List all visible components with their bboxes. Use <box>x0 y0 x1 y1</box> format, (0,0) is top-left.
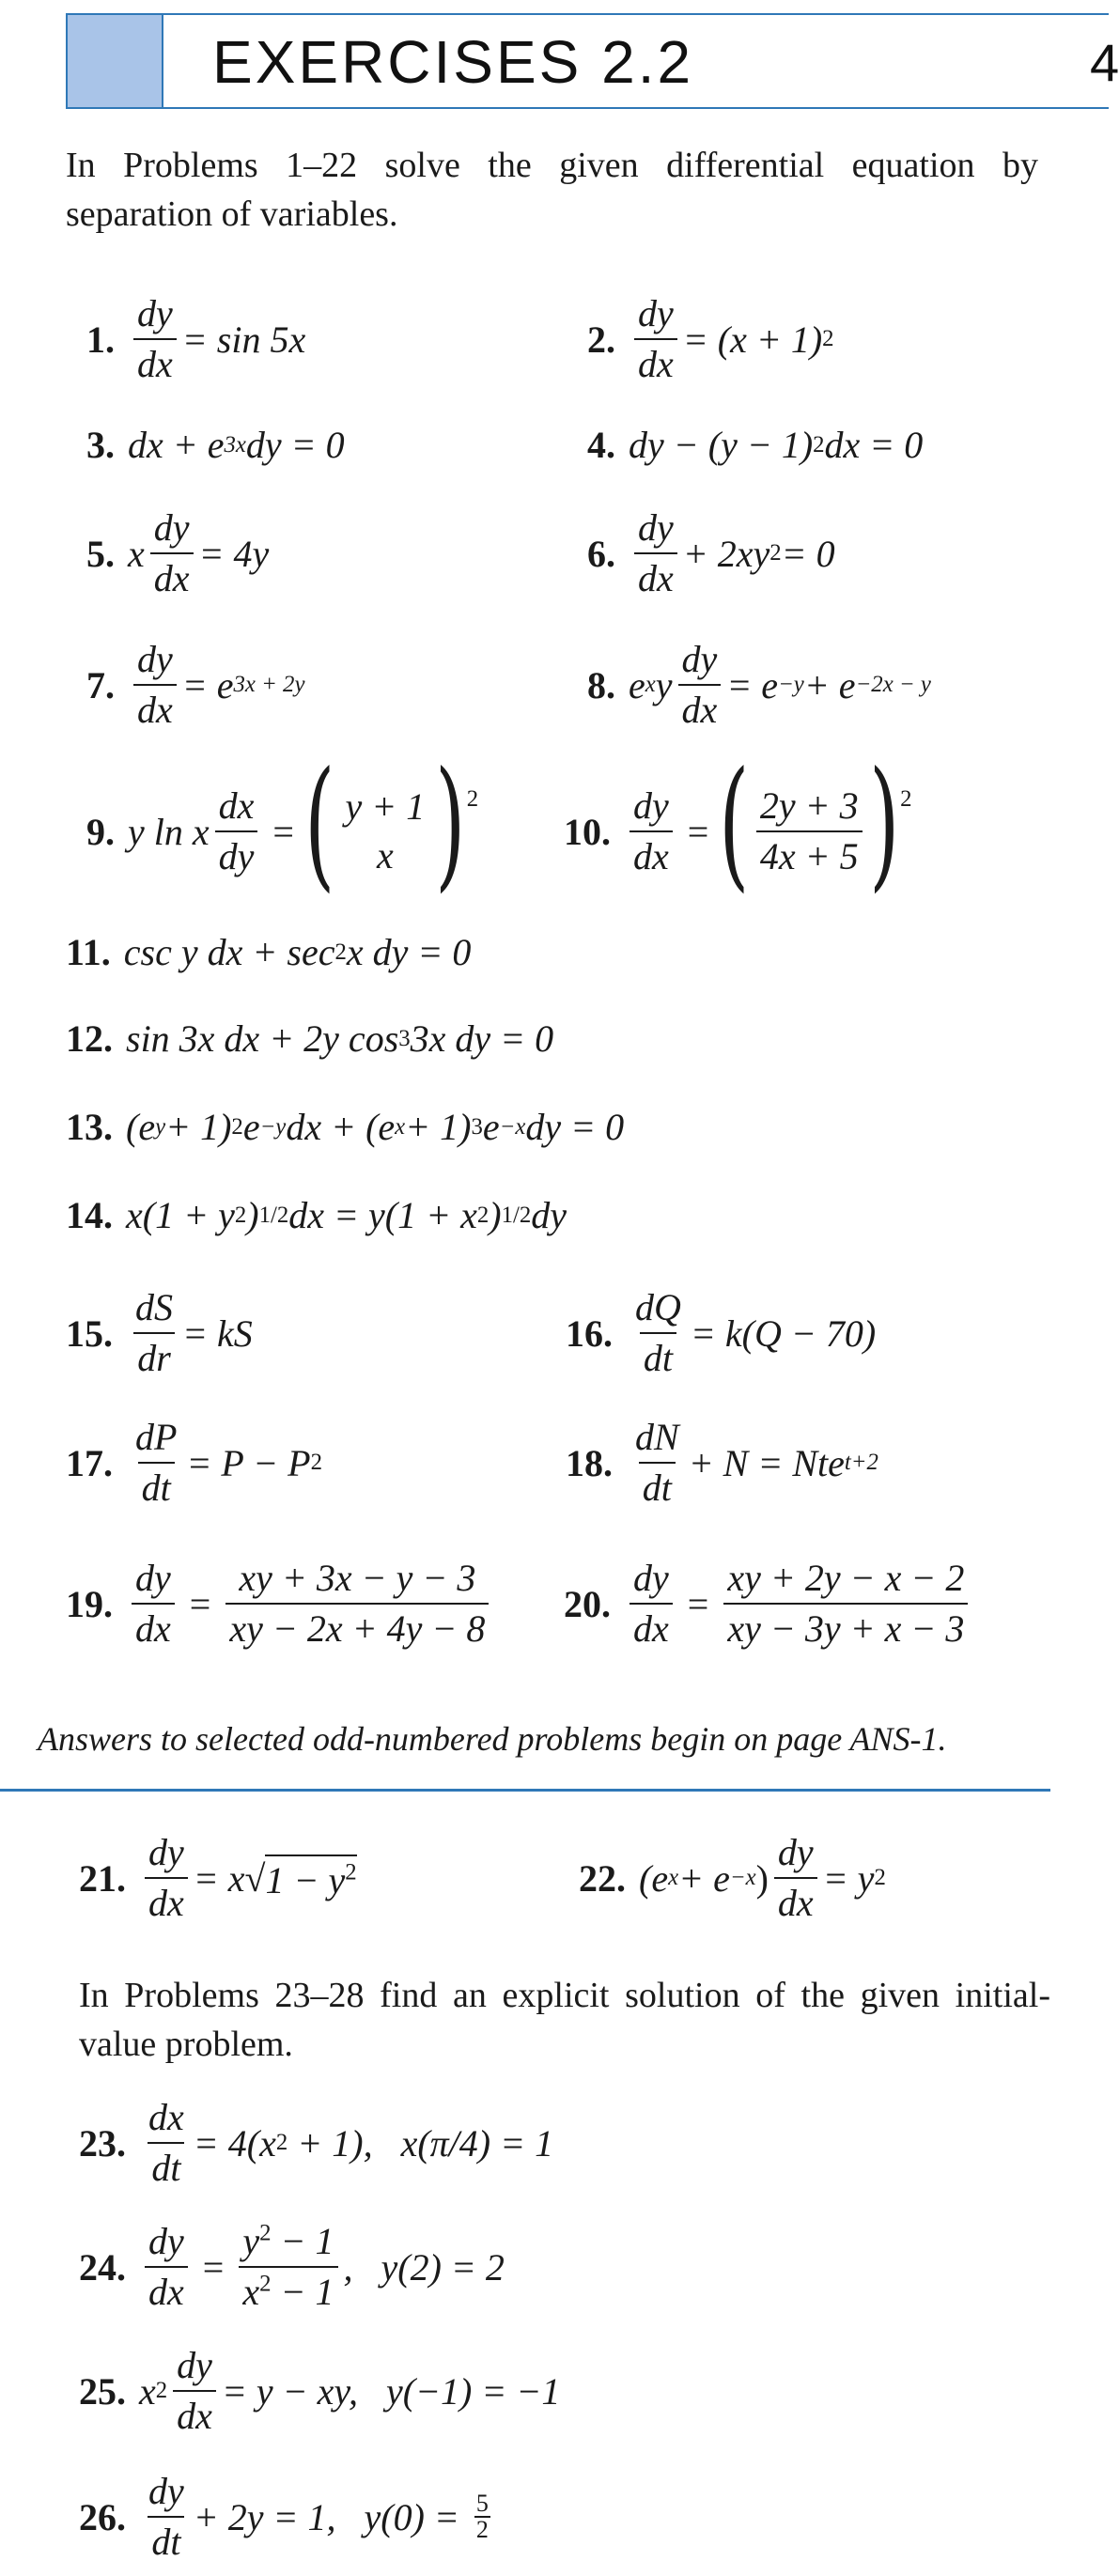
initial-condition: , y(2) = 2 <box>343 2245 505 2289</box>
fraction <box>145 2097 188 2189</box>
numerator: dy <box>638 292 674 334</box>
rhs: dy = 0 <box>245 424 345 466</box>
intro-text-1: In Problems 1–22 solve the given differential equation by separation of variables. <box>66 146 1038 234</box>
problem-number: 20. <box>564 1582 611 1625</box>
denominator: dr <box>133 1332 175 1379</box>
numerator <box>239 2221 337 2266</box>
num-var: y <box>242 2220 260 2262</box>
equals: = <box>189 1582 211 1625</box>
rhs: x dy = 0 <box>346 931 472 973</box>
fraction <box>133 639 177 731</box>
problem-number: 22. <box>579 1856 626 1900</box>
term: + 1) <box>165 1106 232 1148</box>
numerator: dS <box>135 1286 173 1328</box>
problem-6: 6. $\frac{dy}{dx}$ + 2xy 2 = 0 <box>587 506 835 599</box>
denominator: xy − 3y + x − 3 <box>723 1603 968 1650</box>
exponent: 2 <box>345 1859 357 1885</box>
numerator: dP <box>135 1416 178 1458</box>
den-var: x <box>242 2271 260 2313</box>
term: dy <box>531 1194 567 1236</box>
term: + 1) <box>405 1106 472 1148</box>
problem-number: 1. <box>86 318 115 361</box>
denominator: dx <box>678 684 722 731</box>
numerator: dy <box>633 1557 669 1599</box>
numerator: 2y + 3 <box>759 784 859 827</box>
problem-number: 6. <box>587 532 615 575</box>
term: (e <box>126 1106 156 1148</box>
radicand-text: 1 − y <box>265 1858 346 1901</box>
numerator: dy <box>777 1831 814 1873</box>
denominator: dx <box>634 552 677 599</box>
problem-number: 12. <box>66 1017 113 1060</box>
rhs: 3x dy = 0 <box>410 1017 554 1060</box>
rhs: = (x + 1) <box>682 318 823 361</box>
problem-number: 26. <box>79 2495 126 2538</box>
problem-number: 8. <box>587 663 615 706</box>
numerator: dy <box>633 784 669 827</box>
rhs: = y <box>822 1856 875 1900</box>
fraction <box>215 785 258 877</box>
equals: = <box>687 1582 709 1625</box>
denominator: dt <box>148 2142 184 2189</box>
problem-number: 25. <box>79 2369 126 2413</box>
fraction <box>150 507 194 599</box>
problem-number: 9. <box>86 810 115 853</box>
header-rule-bottom <box>163 107 1109 109</box>
problem-14: 14. x(1 + y 2 ) 1/2 dx = y(1 + x 2 ) 1/2 dy <box>66 1194 567 1236</box>
fraction <box>225 1558 489 1650</box>
exponent: 2 <box>259 2271 272 2297</box>
denominator: dx <box>145 1877 188 1924</box>
numerator: dy <box>148 2470 184 2512</box>
rhs: = 4y <box>198 532 270 575</box>
fraction <box>145 2471 188 2563</box>
numerator: dy <box>638 506 674 549</box>
numerator: dy <box>681 638 718 680</box>
fraction <box>132 1558 175 1650</box>
exponent: 2 <box>259 2220 272 2246</box>
fraction <box>132 1417 180 1509</box>
fraction <box>629 1558 673 1650</box>
problem-18: 18. $\frac{dN}{dt}$ + N = Nte t+2 <box>566 1416 878 1509</box>
problem-5 <box>86 507 269 599</box>
denominator: dx <box>629 1603 673 1650</box>
denominator: xy − 2x + 4y − 8 <box>225 1603 489 1650</box>
problem-17: 17. $\frac{dP}{dt}$ = P − P 2 <box>66 1416 322 1509</box>
term: + e <box>678 1856 730 1900</box>
problem-19 <box>66 1558 494 1650</box>
equals: = <box>202 2245 225 2289</box>
rhs: = e <box>181 663 234 706</box>
problem-21 <box>79 1832 357 1924</box>
rhs: + 2y = 1, y(0) = <box>193 2495 469 2538</box>
fraction <box>631 1417 683 1509</box>
denominator: dt <box>148 2516 184 2563</box>
rhs: = P − P <box>186 1441 311 1484</box>
problem-number: 21. <box>79 1856 126 1900</box>
problem-number: 3. <box>86 424 115 466</box>
numerator: dy <box>148 2220 184 2262</box>
term: e <box>242 1106 260 1148</box>
problem-number: 7. <box>86 663 115 706</box>
answers-note: Answers to selected odd-numbered problems begin on page ANS-1. <box>38 1720 947 1758</box>
problem-25: 25. x 2 $\frac{dy}{dx}$ = y − xy, y(−1) = −1 <box>79 2344 561 2437</box>
equals: = <box>687 810 709 853</box>
rhs-tail: + 1), x(π/4) = 1 <box>288 2121 554 2165</box>
rhs-tail: = 0 <box>781 532 835 575</box>
num-tail: − 1 <box>271 2220 334 2262</box>
rhs: = y − xy, y(−1) = −1 <box>221 2369 561 2413</box>
fraction <box>774 1832 817 1924</box>
problem-2: 2. $\frac{dy}{dx}$ = (x + 1) 2 <box>587 292 834 385</box>
numerator: dy <box>153 506 190 549</box>
numerator: dQ <box>635 1286 681 1328</box>
problem-number: 18. <box>566 1441 613 1484</box>
problem-13: 13. (e y + 1) 2 e −y dx + (e x + 1) 3 e −x dy = 0 <box>66 1106 625 1148</box>
rhs: = kS <box>182 1311 253 1355</box>
numerator: dy <box>177 2344 212 2386</box>
term: dx + (e <box>286 1106 396 1148</box>
lhs: e <box>629 663 645 706</box>
right-paren: ) <box>868 742 899 906</box>
numerator: dx <box>148 2096 184 2138</box>
denominator: dy <box>215 830 258 877</box>
lhs: dy − (y − 1) <box>629 424 814 466</box>
rhs-mid: + e <box>803 663 856 706</box>
rhs: = k(Q − 70) <box>690 1311 877 1355</box>
section-title: EXERCISES 2.2 <box>212 28 694 96</box>
section-divider <box>0 1789 1050 1792</box>
problem-4: 4. dy − (y − 1) 2 dx = 0 <box>587 424 924 466</box>
term: ) <box>246 1194 259 1236</box>
equals: = <box>272 810 294 853</box>
lhs: sin 3x dx + 2y cos <box>126 1017 399 1060</box>
right-paren: ) <box>435 742 466 906</box>
fraction <box>629 785 673 877</box>
problem-number: 10. <box>564 810 611 853</box>
denominator: dx <box>133 338 177 385</box>
numerator: dy <box>137 292 173 334</box>
rhs: = x <box>193 1856 245 1900</box>
problem-24 <box>79 2221 505 2313</box>
fraction <box>634 507 677 599</box>
fraction <box>145 1832 188 1924</box>
sqrt-symbol: √ <box>244 1856 266 1900</box>
problem-3: 3. dx + e 3x dy = 0 <box>86 424 345 466</box>
section-header <box>66 13 1119 109</box>
fraction <box>756 785 863 877</box>
header-color-box <box>66 13 163 109</box>
term: ) <box>755 1856 769 1900</box>
problem-22: 22. (e x + e −x ) $\frac{dy}{dx}$ = y 2 <box>579 1831 886 1924</box>
fraction <box>145 2221 188 2313</box>
problem-26 <box>79 2471 496 2563</box>
problem-number: 4. <box>587 424 615 466</box>
denominator: dx <box>150 552 194 599</box>
numerator: dx <box>218 784 255 827</box>
rhs: = e <box>726 663 779 706</box>
denominator: dt <box>639 1462 676 1509</box>
rhs: + N = Nte <box>688 1441 845 1484</box>
denominator: dx <box>629 830 673 877</box>
fraction <box>678 639 722 731</box>
fraction <box>173 2345 216 2437</box>
rhs: = 4(x <box>193 2121 276 2165</box>
page-number-fragment: 4 <box>1090 33 1119 92</box>
denominator: dt <box>138 1462 175 1509</box>
problem-number: 16. <box>566 1311 613 1355</box>
lhs: y ln x <box>128 810 210 853</box>
fraction <box>723 1558 968 1650</box>
radicand <box>265 1854 356 1902</box>
problem-10: 10. $\frac{dy}{dx}$ = ( $\frac{2y + 3}{4x + 5}$ ) $^2$ <box>564 742 912 906</box>
denominator: dx <box>173 2390 216 2437</box>
problem-number: 5. <box>86 532 115 575</box>
problem-23: 23. $\frac{dx}{dt}$ = 4(x 2 + 1), x(π/4) = 1 <box>79 2096 554 2189</box>
problem-12: 12. sin 3x dx + 2y cos 3 3x dy = 0 <box>66 1017 554 1060</box>
numerator: y + 1 <box>345 785 426 828</box>
denominator: dx <box>133 684 177 731</box>
term: (e <box>639 1856 669 1900</box>
problem-20 <box>564 1558 973 1650</box>
numerator: dN <box>635 1416 679 1458</box>
numerator: dy <box>135 1557 171 1599</box>
denominator: x <box>376 834 394 877</box>
denominator <box>239 2266 337 2313</box>
problem-number: 24. <box>79 2245 126 2289</box>
problem-16 <box>566 1287 876 1379</box>
lhs: x <box>128 532 145 575</box>
denominator: dt <box>640 1332 676 1379</box>
numerator: dy <box>148 1831 184 1873</box>
problem-number: 19. <box>66 1582 113 1625</box>
fraction <box>341 786 428 877</box>
problem-7: 7. $\frac{dy}{dx}$ = e 3x + 2y <box>86 638 305 731</box>
problem-1 <box>86 293 305 385</box>
problem-number: 17. <box>66 1441 113 1484</box>
lhs: x <box>139 2369 156 2413</box>
term: dx = y(1 + x <box>288 1194 477 1236</box>
numerator: 5 <box>475 2490 489 2517</box>
fraction <box>133 293 177 385</box>
denominator: 4x + 5 <box>756 830 863 877</box>
problem-number: 14. <box>66 1194 113 1236</box>
problem-9: 9. y ln x $\frac{dx}{dy}$ = ( y + 1 x ) $^2$ <box>86 742 479 906</box>
problem-number: 13. <box>66 1106 113 1148</box>
denominator: 2 <box>475 2516 489 2543</box>
rhs: dx = 0 <box>824 424 924 466</box>
numerator: xy + 2y − x − 2 <box>727 1557 965 1599</box>
term: ) <box>489 1194 502 1236</box>
rhs: + 2xy <box>682 532 770 575</box>
problem-number: 15. <box>66 1311 113 1355</box>
problem-8: 8. e x y $\frac{dy}{dx}$ = e −y + e −2x − y <box>587 638 931 731</box>
term: dy = 0 <box>525 1106 625 1148</box>
problem-number: 11. <box>66 931 111 973</box>
problem-number: 23. <box>79 2121 126 2165</box>
lhs: csc y dx + sec <box>123 931 335 973</box>
problem-number: 2. <box>587 318 615 361</box>
intro-text-2: In Problems 23–28 find an explicit solution of the given initial-value problem. <box>79 1976 1050 2064</box>
denominator: dx <box>634 338 677 385</box>
left-paren: ( <box>719 742 750 906</box>
den-tail: − 1 <box>271 2271 334 2313</box>
term: e <box>482 1106 500 1148</box>
problem-15 <box>66 1287 253 1379</box>
denominator: dx <box>774 1877 817 1924</box>
rhs: = sin 5x <box>181 318 306 361</box>
lhs-tail: y <box>655 663 673 706</box>
numerator: dy <box>137 638 173 680</box>
problem-11: 11. csc y dx + sec 2 x dy = 0 <box>66 931 472 973</box>
fraction <box>631 1287 685 1379</box>
fraction <box>634 293 677 385</box>
lhs: dx + e <box>128 424 225 466</box>
fraction <box>132 1287 177 1379</box>
fraction <box>239 2221 337 2313</box>
denominator: dx <box>132 1603 175 1650</box>
fraction <box>474 2491 490 2542</box>
numerator: xy + 3x − y − 3 <box>239 1557 476 1599</box>
denominator: dx <box>145 2266 188 2313</box>
left-paren: ( <box>304 742 335 906</box>
header-rule-top <box>163 13 1109 15</box>
term: x(1 + y <box>126 1194 235 1236</box>
